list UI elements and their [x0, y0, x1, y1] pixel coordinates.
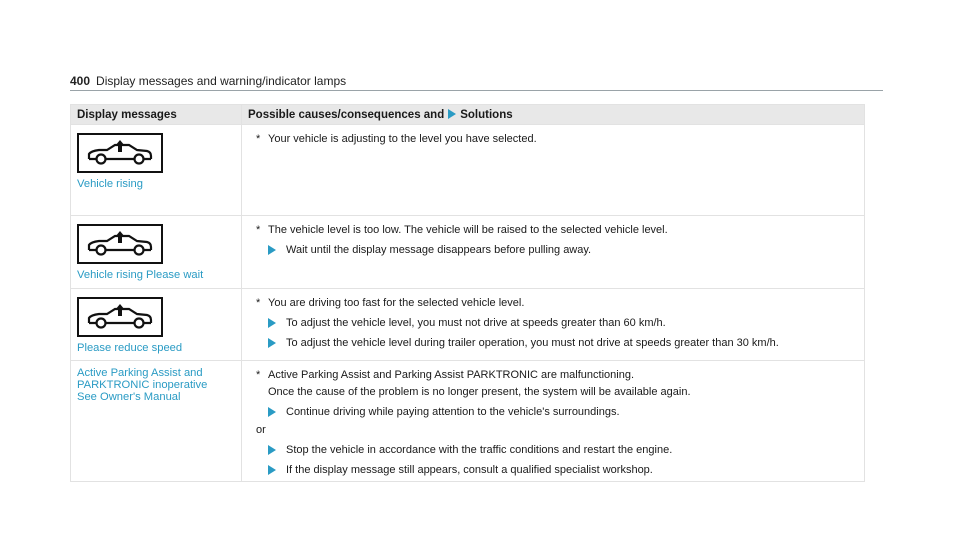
table-row: [71, 216, 865, 289]
arrow-right-icon: [268, 407, 276, 417]
message-label: See Owner's Manual: [77, 391, 181, 403]
header-rule: [70, 90, 883, 91]
cause-text: You are driving too fast for the selected vehicle level.: [268, 297, 525, 309]
message-cell: [71, 289, 242, 361]
arrow-right-icon: [268, 445, 276, 455]
action-text: To adjust the vehicle level, you must not drive at speeds greater than 60 km/h.: [286, 317, 666, 329]
col-solutions-header: Possible causes/consequences and Solutions: [242, 105, 865, 125]
page-header: [70, 74, 346, 88]
page-title: Display messages and warning/indicator lamps: [96, 74, 347, 88]
message-cell: [71, 125, 242, 216]
bullet-star: *: [256, 133, 261, 145]
arrow-right-icon: [448, 109, 456, 119]
arrow-right-icon: [268, 465, 276, 475]
cause-continuation: Once the cause of the problem is no longer present, the system will be available again.: [268, 386, 691, 398]
cause-text: Active Parking Assist and Parking Assist PARKTRONIC are malfunctioning.: [268, 369, 634, 381]
vehicle-rising-icon: [77, 297, 163, 337]
message-label: Vehicle rising Please wait: [77, 269, 204, 281]
solution-cell: [242, 361, 865, 482]
action-text: Stop the vehicle in accordance with the traffic conditions and restart the engine.: [286, 444, 673, 456]
arrow-right-icon: [268, 338, 276, 348]
message-label: Please reduce speed: [77, 342, 183, 354]
table-header-row: [71, 105, 865, 125]
table-row: [71, 361, 865, 482]
or-text: or: [256, 424, 266, 436]
message-label: Vehicle rising: [77, 178, 143, 190]
bullet-star: *: [256, 297, 261, 309]
action-text: Wait until the display message disappears before pulling away.: [286, 244, 592, 256]
arrow-right-icon: [268, 245, 276, 255]
arrow-right-icon: [268, 318, 276, 328]
action-text: To adjust the vehicle level during trailer operation, you must not drive at speeds greater than 30 km/h.: [286, 337, 779, 349]
cause-text: The vehicle level is too low. The vehicle will be raised to the selected vehicle level.: [268, 224, 668, 236]
action-text: Continue driving while paying attention to the vehicle's surroundings.: [286, 406, 620, 418]
vehicle-rising-icon: [77, 224, 163, 264]
solution-cell: [242, 125, 865, 216]
message-label: PARKTRONIC inoperative: [77, 379, 208, 391]
message-cell: [71, 216, 242, 289]
table-row: [71, 125, 865, 216]
bullet-star: *: [256, 224, 261, 236]
action-text: If the display message still appears, consult a qualified specialist workshop.: [286, 464, 653, 476]
table-row: [71, 289, 865, 361]
page-number: 400: [70, 74, 91, 88]
solution-cell: [242, 216, 865, 289]
message-label: Active Parking Assist and: [77, 367, 203, 379]
bullet-star: *: [256, 369, 261, 381]
col-display-messages-header: Display messages: [71, 105, 242, 125]
vehicle-rising-icon: [77, 133, 163, 173]
solution-cell: [242, 289, 865, 361]
cause-text: Your vehicle is adjusting to the level you have selected.: [268, 133, 537, 145]
message-cell: [71, 361, 242, 482]
display-messages-table: [70, 104, 865, 482]
